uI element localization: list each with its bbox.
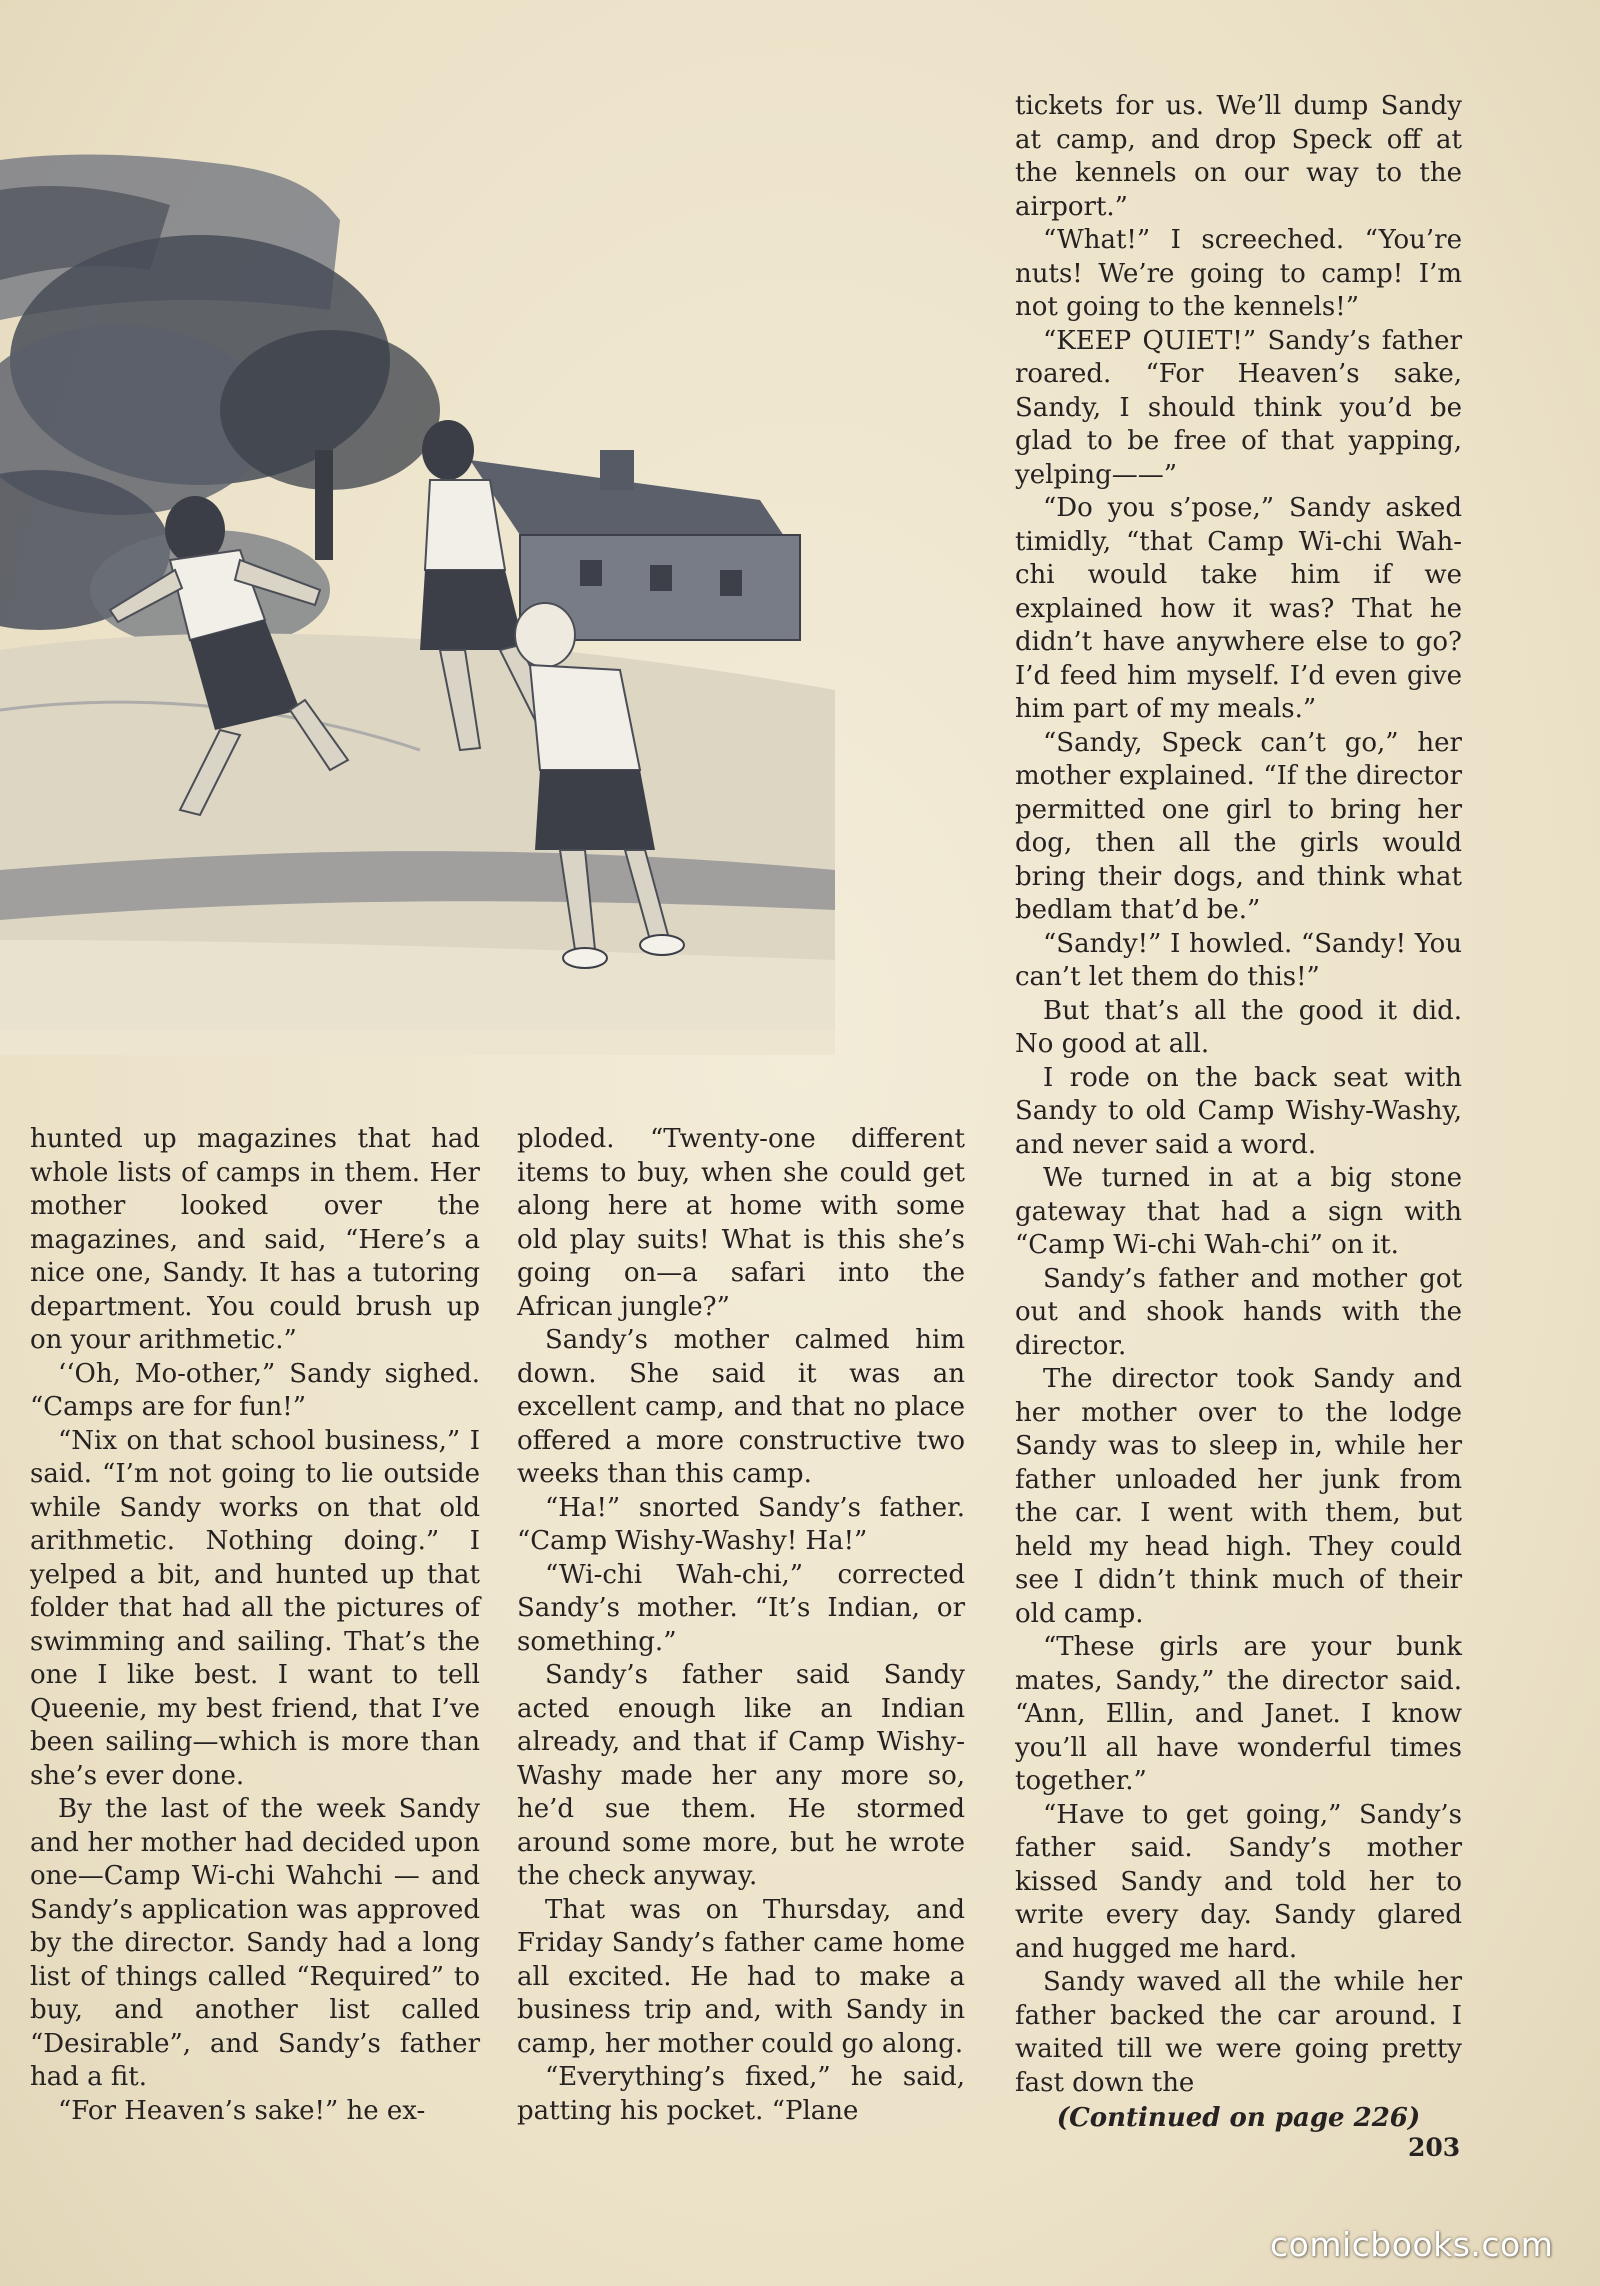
text-column-1 bbox=[30, 1123, 480, 2128]
paragraph: Sandy’s father said Sandy acted enough like an Indian already, and that if Camp Wishy-Washy made her any more so, he’d sue them. He stormed around some more, but he wrote the check anyway. bbox=[517, 1660, 965, 1891]
page-number: 203 bbox=[1408, 2133, 1461, 2162]
paragraph: Sandy’s father and mother got out and shook hands with the director. bbox=[1015, 1263, 1462, 1361]
paragraph: ‘‘Oh, Mo-other,” Sandy sighed. “Camps are for fun!” bbox=[30, 1358, 480, 1422]
paragraph: “Sandy, Speck can’t go,” her mother explained. “If the director permitted one girl to bring her dog, then all the girls would bring their dogs, and think what bedlam that’d be.” bbox=[1015, 727, 1462, 925]
paragraph: Sandy waved all the while her father backed the car around. I waited till we were going pretty fast down the bbox=[1015, 1967, 1462, 2098]
paragraph: hunted up magazines that had whole lists of camps in them. Her mother looked over the magazines, and said, “Here’s a nice one, Sandy. It has a tutoring department. You could brush up on your arithmetic.” bbox=[30, 1124, 480, 1355]
text-column-3 bbox=[1015, 90, 1462, 2136]
paragraph: “These girls are your bunk mates, Sandy,” the director said. “Ann, Ellin, and Janet. I know you’ll all have wonderful times together.” bbox=[1015, 1632, 1462, 1796]
text-column-2 bbox=[517, 1123, 965, 2128]
story-illustration bbox=[0, 150, 835, 1055]
paragraph: tickets for us. We’ll dump Sandy at camp, and drop Speck off at the kennels on our way to the airport.” bbox=[1015, 91, 1462, 222]
paragraph: ploded. “Twenty-one different items to buy, when she could get along here at home with some old play suits! What is this she’s going on—a safari into the African jungle?” bbox=[517, 1124, 965, 1322]
paragraph: “For Heaven’s sake!” he ex- bbox=[58, 2095, 426, 2126]
continued-note: (Continued on page 226) bbox=[1056, 2103, 1421, 2133]
site-watermark: comicbooks.com bbox=[1270, 2225, 1554, 2264]
paragraph: “Wi-chi Wah-chi,” corrected Sandy’s mother. “It’s Indian, or something.” bbox=[517, 1559, 965, 1657]
paragraph: “KEEP QUIET!” Sandy’s father roared. “For Heaven’s sake, Sandy, I should think you’d be glad to be free of that yapping, yelping——” bbox=[1015, 325, 1462, 490]
paragraph: Sandy’s mother calmed him down. She said it was an excellent camp, and that no place offered a more constructive two weeks than this camp. bbox=[517, 1325, 965, 1489]
paragraph: But that’s all the good it did. No good at all. bbox=[1015, 995, 1462, 1059]
paragraph: “Nix on that school business,” I said. “I’m not going to lie outside while Sandy works on that old arithmetic. Nothing doing.” I yelped a bit, and hunted up that folder that had all the pictures of swimming and sailing. That’s the one I like best. I want to tell Queenie, my best friend, that I’ve been sailing—which is more than she’s ever done. bbox=[30, 1425, 480, 1791]
paragraph: By the last of the week Sandy and her mother had decided upon one—Camp Wi-chi Wahchi — and Sandy’s application was approved by the director. Sandy had a long list of things called “Required” to buy, and another list called “Desirable”, and Sandy’s father had a fit. bbox=[30, 1794, 480, 2092]
paragraph: “Everything’s fixed,” he said, patting his pocket. “Plane bbox=[517, 2062, 965, 2126]
paragraph: “Sandy!” I howled. “Sandy! You can’t let them do this!” bbox=[1015, 928, 1462, 992]
paragraph: We turned in at a big stone gateway that had a sign with “Camp Wi-chi Wah-chi” on it. bbox=[1015, 1163, 1462, 1260]
paragraph: “Ha!” snorted Sandy’s father. “Camp Wishy-Washy! Ha!” bbox=[517, 1492, 965, 1556]
paragraph: “Do you s’pose,” Sandy asked timidly, “that Camp Wi-chi Wah-chi would take him if we explained how it was? That he didn’t have anywhere else to go? I’d feed him myself. I’d even give him part of my meals.” bbox=[1015, 493, 1462, 724]
paragraph: That was on Thursday, and Friday Sandy’s father came home all excited. He had to make a business trip and, with Sandy in camp, her mother could go along. bbox=[517, 1894, 965, 2059]
paragraph: The director took Sandy and her mother over to the lodge Sandy was to sleep in, while her father unloaded her junk from the car. I went with them, but held my head high. They could see I didn’t think much of their old camp. bbox=[1015, 1364, 1462, 1629]
paragraph: “Have to get going,” Sandy’s father said. Sandy’s mother kissed Sandy and told her to write every day. Sandy glared and hugged me hard. bbox=[1015, 1799, 1462, 1964]
paragraph: I rode on the back seat with Sandy to old Camp Wishy-Washy, and never said a word. bbox=[1015, 1062, 1462, 1160]
paragraph: “What!” I screeched. “You’re nuts! We’re going to camp! I’m not going to the kennels!” bbox=[1015, 225, 1462, 322]
camp-girls-running-illustration-icon bbox=[0, 150, 835, 1055]
